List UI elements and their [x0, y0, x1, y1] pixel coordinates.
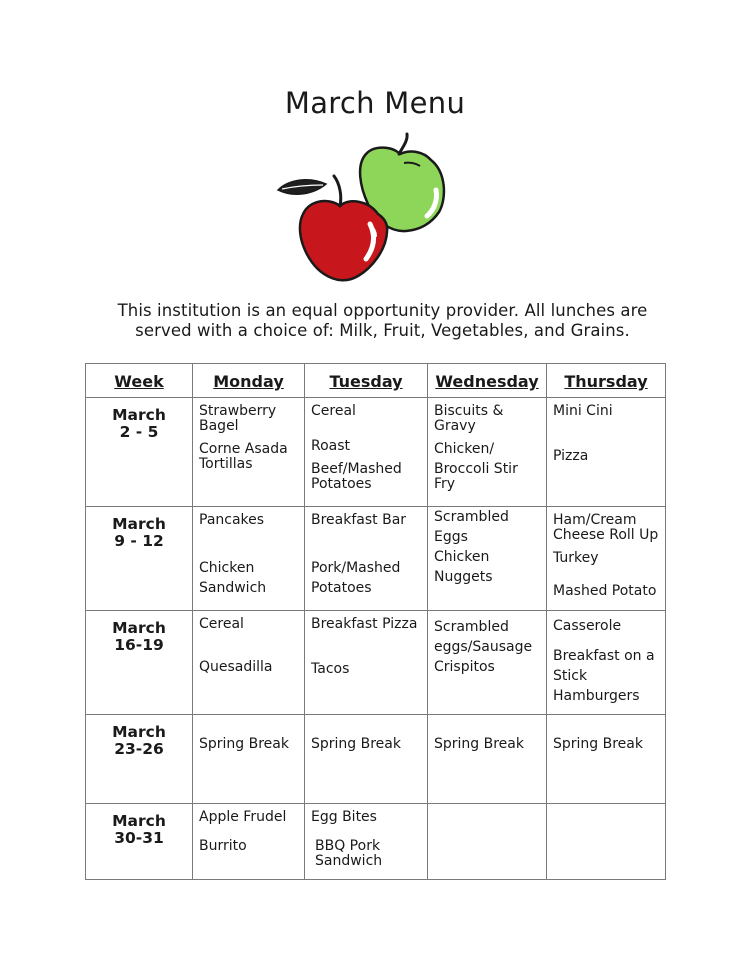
menu-item: Pancakes [199, 512, 265, 528]
menu-item: Broccoli Stir Fry [434, 461, 518, 492]
menu-item: Egg Bites [311, 809, 377, 825]
menu-item: Quesadilla [199, 659, 273, 675]
thursday-cell [547, 715, 666, 804]
menu-item: Breakfast Bar [311, 512, 407, 528]
menu-item: Mini Cini [553, 403, 613, 419]
week-dates: 16-19 [114, 636, 164, 654]
menu-item: Spring Break [199, 736, 289, 752]
tuesday-cell [305, 804, 428, 880]
monday-cell [193, 611, 305, 715]
wednesday-cell [428, 804, 547, 880]
column-header-wednesday: Wednesday [428, 364, 547, 398]
week-month: March [112, 515, 166, 533]
menu-item: Scrambled eggs/Sausage [434, 619, 533, 655]
tuesday-cell [305, 398, 428, 507]
column-header-tuesday: Tuesday [305, 364, 428, 398]
menu-item: Corne Asada Tortillas [199, 441, 288, 472]
monday-cell [193, 507, 305, 611]
week-month: March [112, 406, 166, 424]
menu-item: Breakfast Pizza [311, 616, 418, 632]
column-header-week: Week [86, 364, 193, 398]
equal-opportunity-notice: This institution is an equal opportunity provider. All lunches are served with a choice of: Milk, Fruit, Vegetables, and Grains. [117, 301, 648, 340]
wednesday-cell [428, 398, 547, 507]
menu-item: Cereal [199, 616, 244, 632]
menu-item: Beef/Mashed Potatoes [311, 461, 402, 492]
menu-item: Turkey [553, 550, 599, 566]
tuesday-cell [305, 611, 428, 715]
menu-item: Cereal [311, 403, 356, 419]
wednesday-cell [428, 715, 547, 804]
apples-illustration [276, 132, 476, 284]
column-header-thursday: Thursday [547, 364, 666, 398]
menu-item: Breakfast on a Stick [553, 648, 655, 684]
column-header-monday: Monday [193, 364, 305, 398]
week-dates: 2 - 5 [119, 423, 159, 441]
menu-item: Crispitos [434, 659, 495, 675]
menu-item: Chicken Sandwich [199, 560, 267, 596]
week-dates: 23-26 [114, 740, 164, 758]
table-row [86, 804, 666, 880]
table-header-row [86, 364, 666, 398]
menu-item: Chicken/ [434, 441, 495, 457]
menu-item: Scrambled Eggs [434, 509, 509, 545]
wednesday-cell [428, 611, 547, 715]
menu-item: Pizza [553, 448, 589, 464]
menu-item: Biscuits & Gravy [434, 403, 504, 434]
menu-item: Spring Break [311, 736, 401, 752]
week-month: March [112, 812, 166, 830]
menu-item: Apple Frudel [199, 809, 287, 825]
week-cell [86, 804, 193, 880]
menu-item: Pork/Mashed Potatoes [311, 560, 401, 596]
week-cell [86, 507, 193, 611]
menu-item: Tacos [311, 661, 350, 677]
week-dates: 30-31 [114, 829, 164, 847]
menu-item: Chicken Nuggets [434, 549, 493, 585]
table-row [86, 715, 666, 804]
leaf-icon [278, 180, 326, 195]
week-cell [86, 398, 193, 507]
table-row [86, 398, 666, 507]
week-cell [86, 611, 193, 715]
menu-item: Hamburgers [553, 688, 640, 704]
menu-item: Strawberry Bagel [199, 403, 277, 434]
menu-table [85, 363, 666, 880]
thursday-cell [547, 804, 666, 880]
table-row [86, 611, 666, 715]
menu-item: Spring Break [553, 736, 643, 752]
monday-cell [193, 715, 305, 804]
thursday-cell [547, 507, 666, 611]
monday-cell [193, 804, 305, 880]
table-row [86, 507, 666, 611]
tuesday-cell [305, 715, 428, 804]
wednesday-cell [428, 507, 547, 611]
menu-item: Mashed Potato [553, 583, 657, 599]
thursday-cell [547, 398, 666, 507]
menu-item: Roast [311, 438, 351, 454]
monday-cell [193, 398, 305, 507]
menu-item: Ham/Cream Cheese Roll Up [553, 512, 659, 543]
menu-item: Burrito [199, 838, 247, 854]
week-month: March [112, 619, 166, 637]
thursday-cell [547, 611, 666, 715]
week-month: March [112, 723, 166, 741]
week-dates: 9 - 12 [114, 532, 164, 550]
menu-item: Spring Break [434, 736, 524, 752]
week-cell [86, 715, 193, 804]
menu-item: Casserole [553, 618, 622, 634]
tuesday-cell [305, 507, 428, 611]
menu-item: BBQ Pork Sandwich [315, 838, 383, 869]
page-title: March Menu [284, 86, 466, 120]
